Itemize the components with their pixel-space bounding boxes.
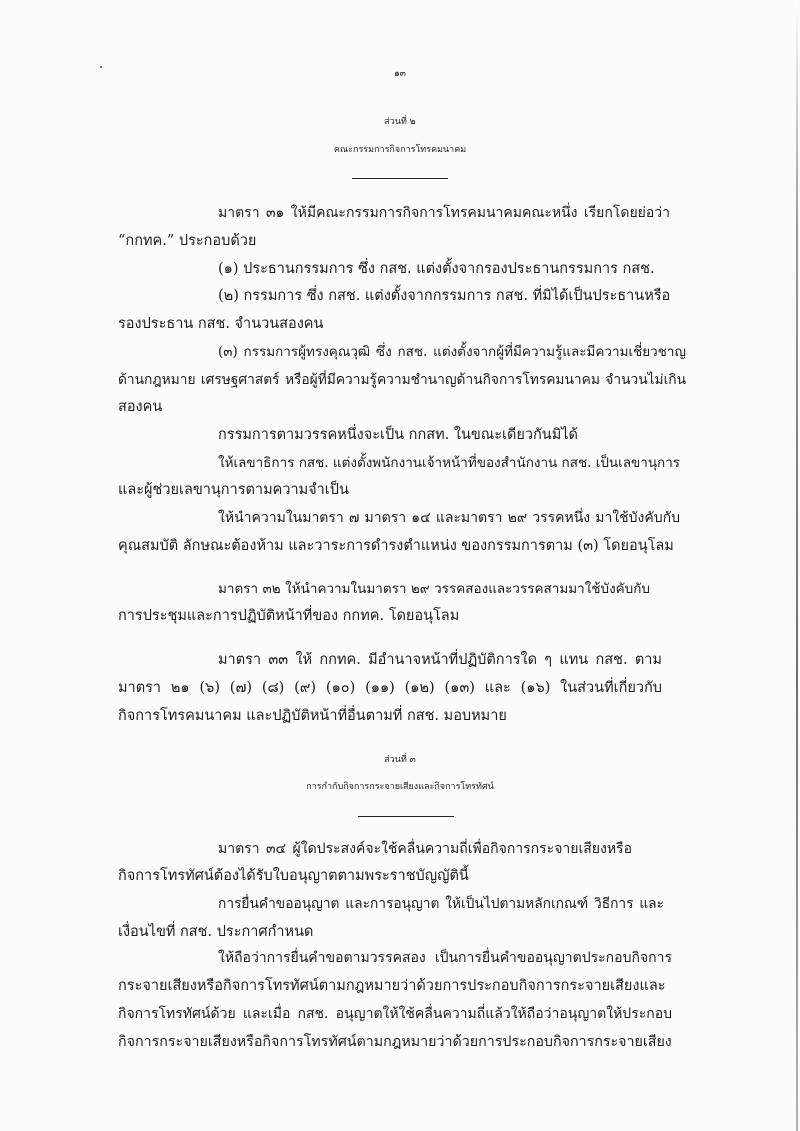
section-31-item-3-line-2: ด้านกฎหมาย เศรษฐศาสตร์ หรือผู้ที่มีความรู้ความชำนาญด้านกิจการโทรคมนาคม จำนวนไม่เกิน: [118, 372, 686, 388]
section-31-item-2-line-2: รองประธาน กสช. จำนวนสองคน: [118, 316, 324, 332]
section-31-line-2: “กกทค.” ประกอบด้วย: [118, 233, 257, 249]
section-3-title: การกำกับกิจการกระจายเสียงและกิจการโทรทัศน์: [306, 782, 494, 792]
section-31-line-1: มาตรา ๓๑ ให้มีคณะกรรมการกิจการโทรคมนาคมคณะหนึ่ง เรียกโดยย่อว่า: [218, 205, 670, 221]
section-34-paragraph-a-line-1: การยื่นคำขออนุญาต และการอนุญาต ให้เป็นไปตามหลักเกณฑ์ วิธีการ และ: [218, 896, 664, 912]
section-33-line-1: มาตรา ๓๓ ให้ กกทค. มีอำนาจหน้าที่ปฏิบัติการใด ๆ แทน กสช. ตาม: [218, 652, 662, 668]
section-34-paragraph-b-line-2: กระจายเสียงหรือกิจการโทรทัศน์ตามกฎหมายว่าด้วยการประกอบกิจการกระจายเสียงและ: [118, 978, 666, 994]
section-31-paragraph-c-line-1: ให้นำความในมาตรา ๗ มาตรา ๑๔ และมาตรา ๒๙ วรรคหนึ่ง มาใช้บังคับกับ: [218, 510, 680, 526]
section-34-paragraph-a-line-2: เงื่อนไขที่ กสช. ประกาศกำหนด: [118, 924, 314, 940]
section-3-divider: [358, 816, 454, 817]
section-34-line-1: มาตรา ๓๔ ผู้ใดประสงค์จะใช้คลื่นความถี่เพื่อกิจการกระจายเสียงหรือ: [218, 841, 632, 857]
section-31-item-2-line-1: (๒) กรรมการ ซึ่ง กสช. แต่งตั้งจากกรรมการ กสช. ที่มิได้เป็นประธานหรือ: [218, 288, 671, 304]
section-34-paragraph-b-line-3: กิจการโทรทัศน์ด้วย และเมื่อ กสช. อนุญาตให้ใช้คลื่นความถี่แล้วให้ถือว่าอนุญาตให้ประกอบ: [118, 1006, 672, 1022]
section-31-item-3-line-3: สองคน: [118, 399, 163, 415]
section-31-paragraph-b-line-2: และผู้ช่วยเลขานุการตามความจำเป็น: [118, 482, 349, 498]
section-31-paragraph-b-line-1: ให้เลขาธิการ กสช. แต่งตั้งพนักงานเจ้าหน้าที่ของสำนักงาน กสช. เป็นเลขานุการ: [218, 455, 681, 471]
section-33-line-3: กิจการโทรคมนาคม และปฏิบัติหน้าที่อื่นตามที่ กสช. มอบหมาย: [118, 708, 507, 724]
section-34-paragraph-b-line-1: ให้ถือว่าการยื่นคำขอตามวรรคสอง เป็นการยื่นคำขออนุญาตประกอบกิจการ: [218, 950, 672, 966]
section-33-line-2: มาตรา ๒๑ (๖) (๗) (๘) (๙) (๑๐) (๑๑) (๑๒) (๑๓) และ (๑๖) ในส่วนที่เกี่ยวกับ: [118, 680, 662, 696]
section-31-paragraph-c-line-2: คุณสมบัติ ลักษณะต้องห้าม และวาระการดำรงตำแหน่ง ของกรรมการตาม (๓) โดยอนุโลม: [118, 538, 674, 554]
section-3-heading: ส่วนที่ ๓: [384, 755, 416, 765]
section-31-item-3-line-1: (๓) กรรมการผู้ทรงคุณวุฒิ ซึ่ง กสช. แต่งตั้งจากผู้ที่มีความรู้และมีความเชี่ยวชาญ: [218, 344, 686, 360]
section-2-heading: ส่วนที่ ๒: [384, 117, 416, 127]
section-32-line-1: มาตรา ๓๒ ให้นำความในมาตรา ๒๙ วรรคสองและวรรคสามมาใช้บังคับกับ: [218, 581, 650, 597]
section-31-item-1: (๑) ประธานกรรมการ ซึ่ง กสช. แต่งตั้งจากรองประธานกรรมการ กสช.: [218, 261, 655, 277]
section-34-line-2: กิจการโทรทัศน์ต้องได้รับใบอนุญาตตามพระราชบัญญัตินี้: [118, 868, 469, 884]
page-number: ๑๓: [394, 69, 406, 79]
section-34-paragraph-b-line-4: กิจการกระจายเสียงหรือกิจการโทรทัศน์ตามกฎหมายว่าด้วยการประกอบกิจการกระจายเสียง: [118, 1034, 672, 1050]
section-2-title: คณะกรรมการกิจการโทรคมนาคม: [333, 145, 467, 155]
section-31-paragraph-a: กรรมการตามวรรคหนึ่งจะเป็น กกสท. ในขณะเดียวกันมิได้: [218, 427, 578, 443]
section-32-line-2: การประชุมและการปฏิบัติหน้าที่ของ กกทค. โดยอนุโลม: [118, 608, 460, 624]
section-2-divider: [352, 178, 448, 179]
scan-edge-shadow: [796, 0, 798, 1131]
